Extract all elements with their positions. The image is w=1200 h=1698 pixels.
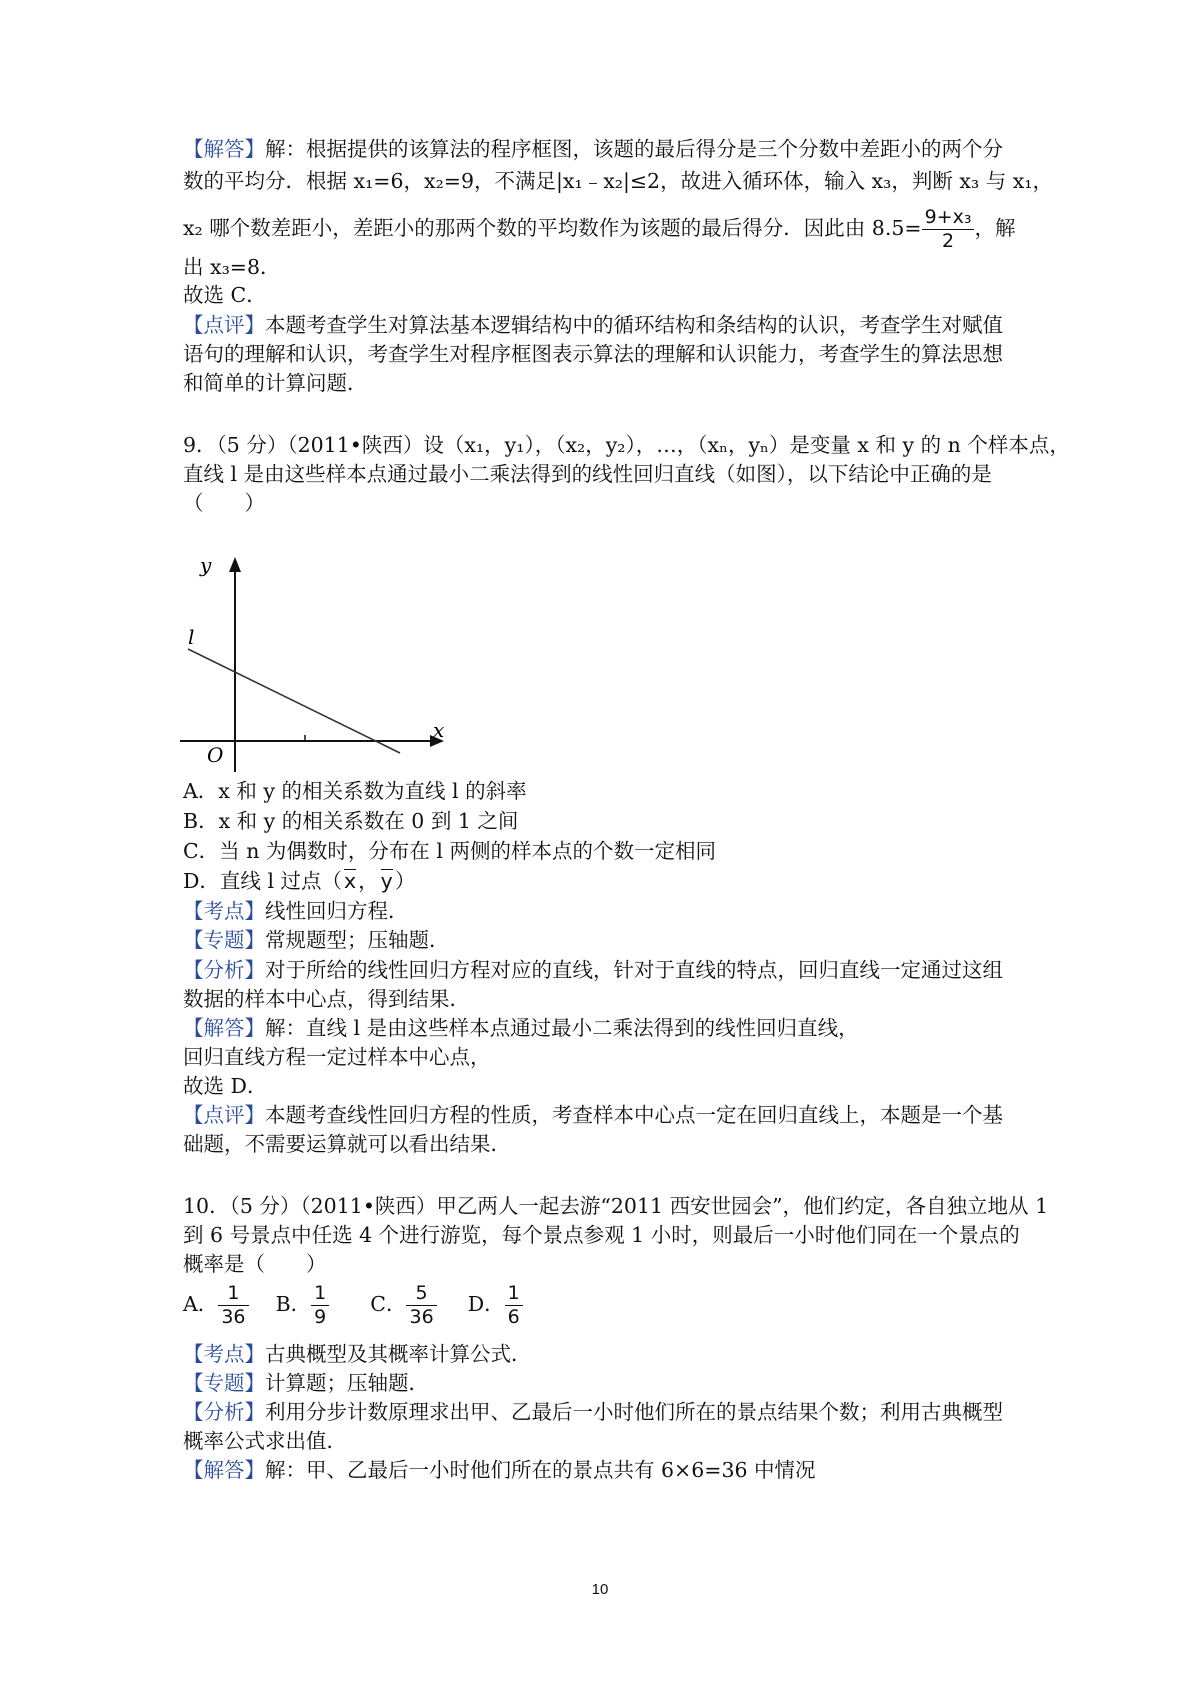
comment-tag: 【点评】 bbox=[183, 313, 265, 337]
q10-options bbox=[183, 1279, 523, 1329]
q9-stem-line-3: （ ） bbox=[183, 491, 265, 515]
regression-line-figure bbox=[180, 552, 460, 782]
line-label: l bbox=[188, 625, 195, 649]
q10-option-b: B． $\frac{1}{9}$ bbox=[276, 1292, 330, 1316]
q9-option-a: A．x 和 y 的相关系数为直线 l 的斜率 bbox=[183, 779, 527, 803]
q10-solution-line-1: 【解答】解：甲、乙最后一小时他们所在的景点共有 6×6=36 中情况 bbox=[183, 1458, 816, 1482]
q10-option-d: D． $\frac{1}{6}$ bbox=[468, 1292, 523, 1316]
q9-comment-line-1: 【点评】本题考查线性回归方程的性质，考查样本中心点一定在回归直线上，本题是一个基 bbox=[183, 1103, 1003, 1127]
q8-solution-line-2: 数的平均分．根据 x₁=6，x₂=9，不满足|x₁﹣x₂|≤2，故进入循环体，输入 x₃，判断 x₃ 与 x₁， bbox=[183, 169, 1054, 193]
q8-answer-line: 故选 C． bbox=[183, 283, 267, 307]
origin-label: O bbox=[207, 743, 224, 767]
q9-analysis-line-2: 数据的样本中心点，得到结果． bbox=[183, 987, 470, 1011]
q9-answer-line: 故选 D． bbox=[183, 1074, 268, 1098]
q10-stem-line-3: 概率是（ ） bbox=[183, 1252, 327, 1276]
q8-comment-line-3: 和简单的计算问题． bbox=[183, 371, 368, 395]
q9-solution-line-2: 回归直线方程一定过样本中心点， bbox=[183, 1045, 491, 1069]
q10-option-c: C． $\frac{5}{36}$ bbox=[370, 1292, 436, 1316]
q10-analysis-line-2: 概率公式求出值． bbox=[183, 1429, 347, 1453]
q9-topic: 【专题】常规题型；压轴题． bbox=[183, 928, 450, 952]
x-axis-label: x bbox=[433, 718, 445, 742]
q10-stem-line-1: 10．（5 分）（2011•陕西）甲乙两人一起去游“2011 西安世园会”，他们约定，各自独立地从 1 bbox=[183, 1194, 1049, 1218]
q9-option-c: C．当 n 为偶数时，分布在 l 两侧的样本点的个数一定相同 bbox=[183, 839, 717, 863]
x-bar: x bbox=[344, 869, 357, 893]
q9-comment-line-2: 础题，不需要运算就可以看出结果． bbox=[183, 1132, 511, 1156]
q10-stem-line-2: 到 6 号景点中任选 4 个进行游览，每个景点参观 1 小时，则最后一小时他们同在一个景点的 bbox=[183, 1223, 1020, 1247]
page-number: 10 bbox=[591, 1581, 609, 1598]
q9-knowledge-point: 【考点】线性回归方程． bbox=[183, 899, 409, 923]
q10-analysis-line-1: 【分析】利用分步计数原理求出甲、乙最后一小时他们所在的景点结果个数；利用古典概型 bbox=[183, 1400, 1003, 1424]
q9-analysis-line-1: 【分析】对于所给的线性回归方程对应的直线，针对于直线的特点，回归直线一定通过这组 bbox=[183, 958, 1003, 982]
q8-comment-line-2: 语句的理解和认识，考查学生对程序框图表示算法的理解和认识能力，考查学生的算法思想 bbox=[183, 342, 1003, 366]
solution-tag: 【解答】 bbox=[183, 137, 265, 161]
regression-line bbox=[188, 649, 400, 753]
y-axis-label: y bbox=[200, 553, 212, 577]
q9-stem-line-1: 9．（5 分）（2011•陕西）设（x₁，y₁），（x₂，y₂），…，（xₙ，yₙ）是变量 x 和 y 的 n 个样本点， bbox=[183, 433, 1070, 457]
q10-topic: 【专题】计算题；压轴题． bbox=[183, 1371, 429, 1395]
q10-option-a: A． $\frac{1}{36}$ bbox=[183, 1292, 249, 1316]
y-axis-arrow-icon bbox=[229, 557, 241, 572]
q9-stem-line-2: 直线 l 是由这些样本点通过最小二乘法得到的线性回归直线（如图），以下结论中正确的是 bbox=[183, 462, 992, 486]
q9-option-d: D．直线 l 过点（x，y） bbox=[183, 869, 416, 893]
fraction: $\frac{\text{9+x₃}}{2}$ bbox=[922, 208, 975, 251]
q10-knowledge-point: 【考点】古典概型及其概率计算公式． bbox=[183, 1342, 532, 1366]
q8-comment-line-1: 【点评】本题考查学生对算法基本逻辑结构中的循环结构和条结构的认识，考查学生对赋值 bbox=[183, 313, 1003, 337]
q8-solution-line-1: 【解答】解：根据提供的该算法的程序框图，该题的最后得分是三个分数中差距小的两个分 bbox=[183, 137, 1003, 161]
q9-option-b: B．x 和 y 的相关系数在 0 到 1 之间 bbox=[183, 809, 519, 833]
q8-solution-line-3: x₂ 哪个数差距小，差距小的那两个数的平均数作为该题的最后得分．因此由 8.5= $\frac{\text{9+x₃}}{2}$ ，解 bbox=[183, 206, 1016, 252]
q8-solution-line-4: 出 x₃=8． bbox=[183, 255, 281, 279]
y-bar: y bbox=[380, 869, 393, 893]
q9-solution-line-1: 【解答】解：直线 l 是由这些样本点通过最小二乘法得到的线性回归直线， bbox=[183, 1016, 859, 1040]
